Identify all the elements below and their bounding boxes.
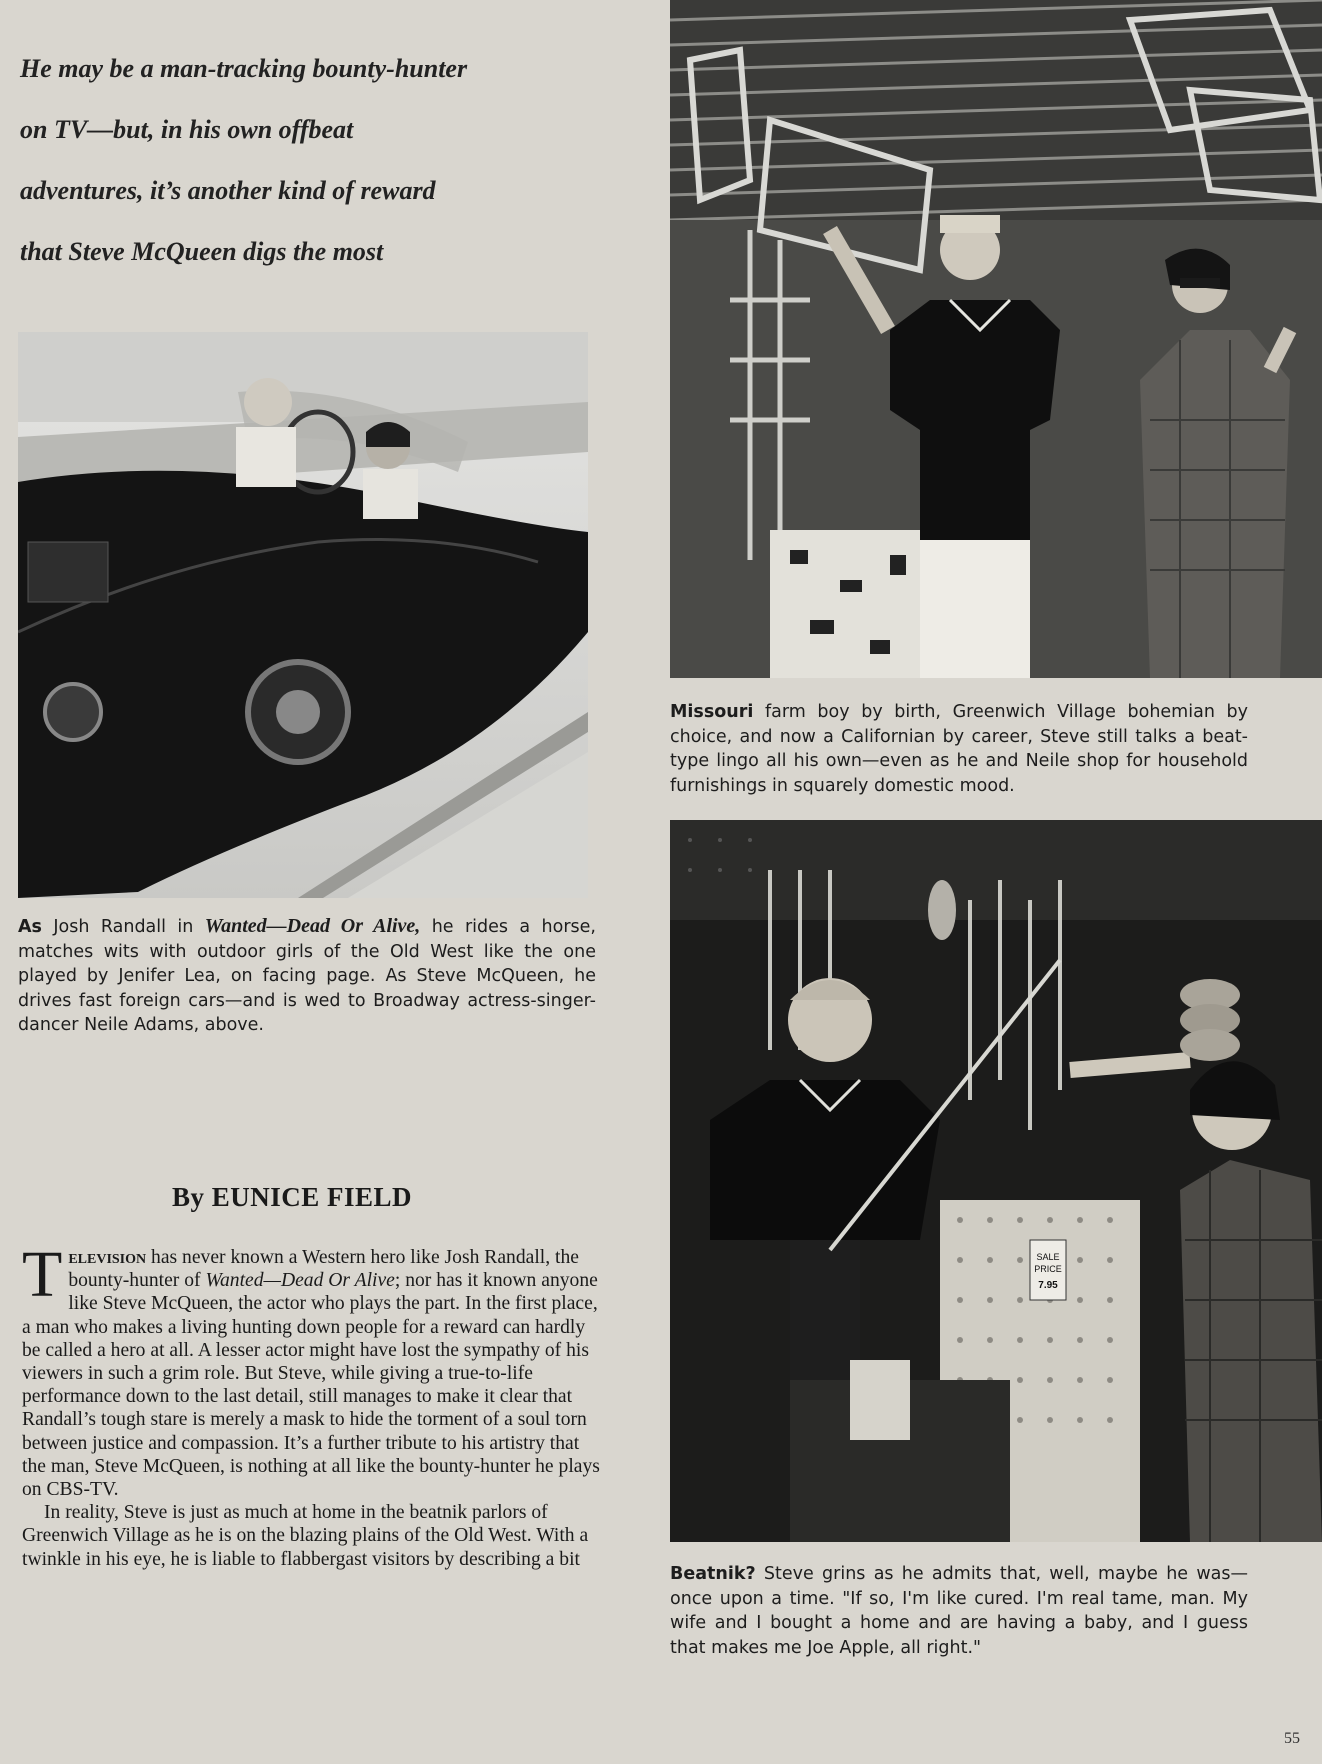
deck-line: that Steve McQueen digs the most — [20, 237, 384, 266]
show-title: Wanted—Dead Or Alive, — [204, 915, 421, 937]
article-body — [22, 1238, 604, 1571]
price-tag-line: PRICE — [1034, 1264, 1062, 1274]
caption-lead: As — [18, 917, 42, 937]
price-tag-amount: 7.95 — [1038, 1280, 1058, 1291]
paragraph — [22, 1238, 604, 1501]
article-deck — [20, 38, 600, 282]
photo-furniture-shopping — [670, 0, 1322, 678]
paragraph-text: has never known a Western hero like Josh Randall, the bounty-hunter of — [68, 1247, 579, 1292]
price-tag-line: SALE — [1036, 1252, 1060, 1262]
caption-beatnik-photo — [670, 1562, 1248, 1660]
caption-text: he rides a horse, matches wits with outdoor girls of the Old West like the one played by Jenifer Lea, on facing page. As Steve McQueen, he drives fast foreign cars—and is wed to Broadway actress-singer-dancer Neile Adams, above. — [18, 917, 596, 1035]
drop-cap: T — [22, 1238, 63, 1311]
caption-text: Josh Randall in — [41, 917, 205, 937]
caption-shopping-photo — [670, 700, 1248, 798]
paragraph-text: ; nor has it known anyone like Steve McQueen, the actor who plays the part. In the first place, a man who makes a living hunting down people for a reward can hardly be called a hero at all. A lesser actor might have lost the sympathy of his viewers in such a grim role. But Steve, while giving a true-to-life performance down to the last detail, still manages to make it clear that Randall’s tough stare is merely a mask to hide the torment of a soul torn between justice and compassion. It’s a further tribute to his artistry that the man, Steve McQueen, is nothing at all like the bounty-hunter he plays on CBS-TV. — [22, 1270, 600, 1501]
page-number: 55 — [1284, 1730, 1300, 1747]
deck-line: on TV—but, in his own offbeat — [20, 115, 354, 144]
deck-line: He may be a man-tracking bounty-hunter — [20, 54, 468, 83]
caption-car-photo — [18, 914, 596, 1038]
photo-convertible-car — [18, 332, 588, 898]
photo-hardware-store — [670, 820, 1322, 1542]
paragraph: In reality, Steve is just as much at home in the beatnik parlors of Greenwich Village as he is on the blazing plains of the Old West. With a twinkle in his eye, he is liable to flabbergast visitors by describing a bit — [22, 1502, 589, 1570]
lead-word: elevision — [68, 1247, 147, 1268]
caption-lead: Missouri — [670, 702, 754, 722]
caption-text: farm boy by birth, Greenwich Village bohemian by choice, and now a Californian by career, Steve still talks a beat-type lingo all his own—even as he and Neile shop for household furnishings in squarely domestic mood. — [670, 702, 1248, 796]
deck-line: adventures, it’s another kind of reward — [20, 176, 436, 205]
byline: By EUNICE FIELD — [172, 1182, 413, 1212]
caption-lead: Beatnik? — [670, 1564, 756, 1584]
show-title: Wanted—Dead Or Alive — [205, 1270, 395, 1292]
price-tag — [1030, 1240, 1066, 1300]
caption-text: Steve grins as he admits that, well, maybe he was—once upon a time. "If so, I'm like cured. I'm real tame, man. My wife and I bought a home and are having a baby, and I guess that makes me Joe Apple, all right." — [670, 1564, 1248, 1658]
